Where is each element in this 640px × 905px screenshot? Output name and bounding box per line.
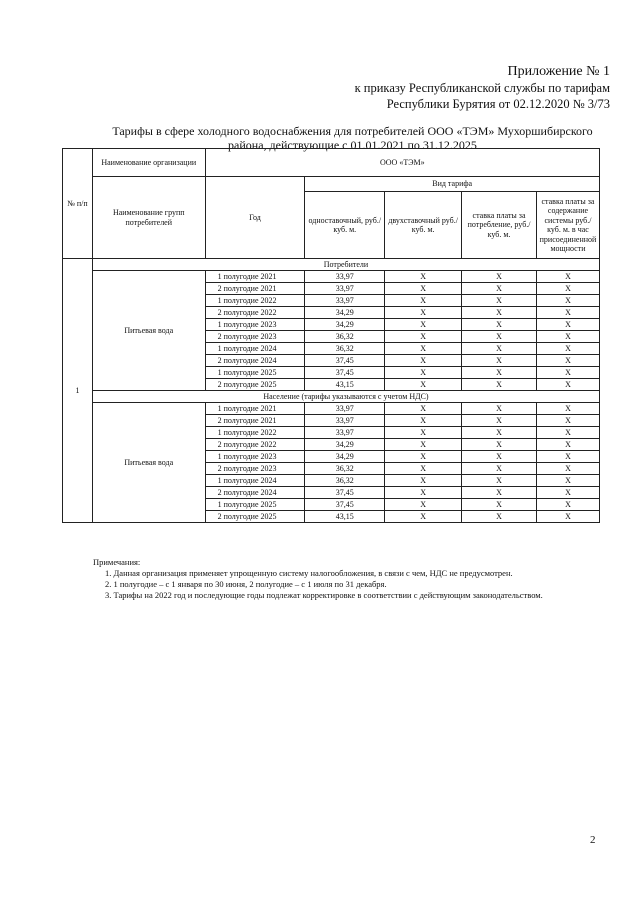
column-header-tariff-type: Вид тарифа: [305, 177, 600, 192]
period-cell: 1 полугодие 2025: [205, 367, 305, 379]
two-part-tariff-cell: Х: [385, 343, 462, 355]
consumption-rate-cell: Х: [462, 439, 537, 451]
maintenance-rate-cell: Х: [536, 379, 599, 391]
consumption-rate-cell: Х: [462, 379, 537, 391]
two-part-tariff-cell: Х: [385, 463, 462, 475]
period-cell: 2 полугодие 2022: [205, 439, 305, 451]
period-cell: 2 полугодие 2023: [205, 463, 305, 475]
consumption-rate-cell: Х: [462, 331, 537, 343]
two-part-tariff-cell: Х: [385, 307, 462, 319]
row-number: 1: [63, 259, 93, 523]
two-part-tariff-cell: Х: [385, 295, 462, 307]
consumption-rate-cell: Х: [462, 427, 537, 439]
consumption-rate-cell: Х: [462, 499, 537, 511]
one-part-tariff-cell: 36,32: [305, 343, 385, 355]
column-header-groups: Наименование групп потребителей: [92, 177, 205, 259]
one-part-tariff-cell: 34,29: [305, 439, 385, 451]
column-header-two-part: двухставочный руб./ куб. м.: [385, 192, 462, 259]
maintenance-rate-cell: Х: [536, 439, 599, 451]
column-header-organization: Наименование организации: [92, 149, 205, 177]
maintenance-rate-cell: Х: [536, 283, 599, 295]
one-part-tariff-cell: 43,15: [305, 511, 385, 523]
one-part-tariff-cell: 36,32: [305, 475, 385, 487]
one-part-tariff-cell: 37,45: [305, 367, 385, 379]
order-reference-line-2: Республики Бурятия от 02.12.2020 № 3/73: [386, 97, 610, 111]
period-cell: 2 полугодие 2021: [205, 283, 305, 295]
two-part-tariff-cell: Х: [385, 415, 462, 427]
two-part-tariff-cell: Х: [385, 499, 462, 511]
two-part-tariff-cell: Х: [385, 271, 462, 283]
consumption-rate-cell: Х: [462, 295, 537, 307]
period-cell: 2 полугодие 2025: [205, 379, 305, 391]
section-header-row: [63, 391, 600, 403]
organization-name: ООО «ТЭМ»: [205, 149, 599, 177]
period-cell: 1 полугодие 2023: [205, 319, 305, 331]
maintenance-rate-cell: Х: [536, 403, 599, 415]
maintenance-rate-cell: Х: [536, 319, 599, 331]
title-line-1: Тарифы в сфере холодного водоснабжения для потребителей ООО «ТЭМ» Мухоршибирского: [112, 124, 593, 138]
maintenance-rate-cell: Х: [536, 427, 599, 439]
consumption-rate-cell: Х: [462, 463, 537, 475]
two-part-tariff-cell: Х: [385, 403, 462, 415]
period-cell: 1 полугодие 2022: [205, 427, 305, 439]
section-title: Население (тарифы указываются с учетом НДС): [92, 391, 599, 403]
period-cell: 1 полугодие 2023: [205, 451, 305, 463]
one-part-tariff-cell: 33,97: [305, 295, 385, 307]
consumption-rate-cell: Х: [462, 487, 537, 499]
one-part-tariff-cell: 36,32: [305, 463, 385, 475]
consumption-rate-cell: Х: [462, 283, 537, 295]
one-part-tariff-cell: 33,97: [305, 403, 385, 415]
one-part-tariff-cell: 34,29: [305, 319, 385, 331]
two-part-tariff-cell: Х: [385, 511, 462, 523]
column-header-one-part: одноставочный, руб./ куб. м.: [305, 192, 385, 259]
two-part-tariff-cell: Х: [385, 367, 462, 379]
one-part-tariff-cell: 37,45: [305, 355, 385, 367]
period-cell: 1 полугодие 2024: [205, 475, 305, 487]
table-row: [63, 271, 600, 283]
notes-heading: Примечания:: [93, 557, 141, 567]
consumption-rate-cell: Х: [462, 451, 537, 463]
note-item-3: 3. Тарифы на 2022 год и последующие годы подлежат корректировке в соответствии с действующим законодательством.: [105, 590, 543, 600]
two-part-tariff-cell: Х: [385, 319, 462, 331]
two-part-tariff-cell: Х: [385, 355, 462, 367]
consumption-rate-cell: Х: [462, 343, 537, 355]
period-cell: 1 полугодие 2021: [205, 271, 305, 283]
maintenance-rate-cell: Х: [536, 343, 599, 355]
one-part-tariff-cell: 36,32: [305, 331, 385, 343]
period-cell: 2 полугодие 2022: [205, 307, 305, 319]
note-item-1: 1. Данная организация применяет упрощенную систему налогообложения, в связи с чем, НДС не предусмотрен.: [105, 568, 513, 578]
tariff-table: [62, 148, 600, 523]
table-row: [63, 403, 600, 415]
consumption-rate-cell: Х: [462, 475, 537, 487]
notes-section: [93, 557, 603, 601]
note-item-2: 2. 1 полугодие – с 1 января по 30 июня, 2 полугодие – с 1 июля по 31 декабря.: [105, 579, 387, 589]
page-number: 2: [590, 834, 596, 846]
maintenance-rate-cell: Х: [536, 451, 599, 463]
period-cell: 1 полугодие 2024: [205, 343, 305, 355]
one-part-tariff-cell: 43,15: [305, 379, 385, 391]
maintenance-rate-cell: Х: [536, 415, 599, 427]
consumption-rate-cell: Х: [462, 403, 537, 415]
maintenance-rate-cell: Х: [536, 307, 599, 319]
document-header: [355, 64, 610, 112]
column-header-number: № п/п: [63, 149, 93, 259]
appendix-label: Приложение № 1: [507, 64, 610, 79]
one-part-tariff-cell: 33,97: [305, 415, 385, 427]
one-part-tariff-cell: 33,97: [305, 283, 385, 295]
consumer-group-name: Питьевая вода: [92, 403, 205, 523]
maintenance-rate-cell: Х: [536, 487, 599, 499]
two-part-tariff-cell: Х: [385, 379, 462, 391]
two-part-tariff-cell: Х: [385, 331, 462, 343]
maintenance-rate-cell: Х: [536, 271, 599, 283]
header-row-2: [63, 177, 600, 192]
period-cell: 2 полугодие 2021: [205, 415, 305, 427]
consumption-rate-cell: Х: [462, 271, 537, 283]
section-header-row: [63, 259, 600, 271]
section-title: Потребители: [92, 259, 599, 271]
period-cell: 2 полугодие 2025: [205, 511, 305, 523]
one-part-tariff-cell: 33,97: [305, 271, 385, 283]
consumption-rate-cell: Х: [462, 415, 537, 427]
period-cell: 2 полугодие 2024: [205, 487, 305, 499]
consumption-rate-cell: Х: [462, 511, 537, 523]
one-part-tariff-cell: 37,45: [305, 487, 385, 499]
maintenance-rate-cell: Х: [536, 355, 599, 367]
period-cell: 1 полугодие 2022: [205, 295, 305, 307]
column-header-maintenance-rate: ставка платы за содержание системы руб./куб. м. в час присоединенной мощности: [536, 192, 599, 259]
consumption-rate-cell: Х: [462, 367, 537, 379]
two-part-tariff-cell: Х: [385, 475, 462, 487]
one-part-tariff-cell: 34,29: [305, 307, 385, 319]
maintenance-rate-cell: Х: [536, 463, 599, 475]
title-line-2: района, действующие с 01.01.2021 по 31.12.2025: [228, 138, 477, 152]
maintenance-rate-cell: Х: [536, 511, 599, 523]
two-part-tariff-cell: Х: [385, 487, 462, 499]
order-reference-line-1: к приказу Республиканской службы по тарифам: [354, 81, 610, 95]
two-part-tariff-cell: Х: [385, 439, 462, 451]
period-cell: 1 полугодие 2021: [205, 403, 305, 415]
maintenance-rate-cell: Х: [536, 499, 599, 511]
header-row-1: [63, 149, 600, 177]
two-part-tariff-cell: Х: [385, 283, 462, 295]
column-header-year: Год: [205, 177, 305, 259]
one-part-tariff-cell: 34,29: [305, 451, 385, 463]
consumption-rate-cell: Х: [462, 319, 537, 331]
one-part-tariff-cell: 37,45: [305, 499, 385, 511]
maintenance-rate-cell: Х: [536, 367, 599, 379]
period-cell: 2 полугодие 2024: [205, 355, 305, 367]
consumption-rate-cell: Х: [462, 307, 537, 319]
column-header-consumption-rate: ставка платы за потребление, руб./ куб. м.: [462, 192, 537, 259]
maintenance-rate-cell: Х: [536, 295, 599, 307]
period-cell: 2 полугодие 2023: [205, 331, 305, 343]
consumption-rate-cell: Х: [462, 355, 537, 367]
one-part-tariff-cell: 33,97: [305, 427, 385, 439]
two-part-tariff-cell: Х: [385, 451, 462, 463]
maintenance-rate-cell: Х: [536, 475, 599, 487]
period-cell: 1 полугодие 2025: [205, 499, 305, 511]
maintenance-rate-cell: Х: [536, 331, 599, 343]
two-part-tariff-cell: Х: [385, 427, 462, 439]
consumer-group-name: Питьевая вода: [92, 271, 205, 391]
